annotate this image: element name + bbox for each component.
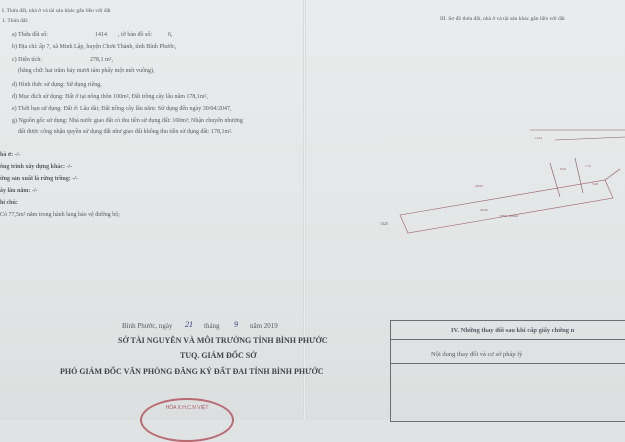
planted-forest-label: ừng sản xuất là rừng trồng: -/- bbox=[0, 176, 78, 182]
month-label: tháng bbox=[204, 322, 220, 330]
changes-table-title: IV. Những thay đổi sau khi cấp giấy chứng n bbox=[451, 327, 575, 334]
house-label: hà ở: -/- bbox=[0, 152, 21, 158]
perennial-tree-label: ây lâu năm: -/- bbox=[0, 188, 38, 194]
authorization-line: TUQ. GIÁM ĐỐC SỞ bbox=[180, 351, 257, 360]
plan-label-2: DNK 100m2 bbox=[500, 214, 519, 218]
origin-line-2: đất được công nhận quyền sử dụng đất như giao đất không thu tiền sử dụng đất: 178,1m². bbox=[18, 129, 233, 135]
plan-label-1: 1414 bbox=[535, 136, 542, 140]
parcel-number-label: a) Thửa đất số: bbox=[12, 32, 48, 38]
parcel-sketch bbox=[380, 125, 625, 240]
notes-label: hi chú: bbox=[0, 200, 18, 206]
right-heading: III. Sơ đồ thửa đất, nhà ở và tài sản khác gắn liền với đất bbox=[440, 16, 565, 22]
notes-value: Có 77,5m² nằm trong hành lang bảo vệ đường bộ; bbox=[0, 212, 120, 218]
plan-label-6: 7.15 bbox=[585, 164, 592, 168]
sign-year: năm 2019 bbox=[250, 322, 278, 330]
address-line: b) Địa chỉ: ấp 7, xã Minh Lập, huyện Chơn Thành, tỉnh Bình Phước, bbox=[12, 44, 177, 50]
page-fold bbox=[303, 0, 306, 420]
usage-term: e) Thời hạn sử dụng: Đất ở: Lâu dài; Đất trồng cây lâu năm: Sử dụng đến ngày 30/04/2047, bbox=[12, 106, 232, 112]
sign-day: 21 bbox=[185, 320, 193, 329]
plan-label-3: 40.00 bbox=[475, 184, 483, 188]
other-construction-label: ông trình xây dựng khác: -/- bbox=[0, 164, 73, 170]
department-name: SỞ TÀI NGUYÊN VÀ MÔI TRƯỜNG TỈNH BÌNH PHƯỚC bbox=[118, 336, 328, 345]
parcel-number: 1414 bbox=[95, 32, 107, 38]
changes-table bbox=[390, 320, 625, 422]
origin-line-1: g) Nguồn gốc sử dụng: Nhà nước giao đất có thu tiền sử dụng đất: 100m²; Nhận chuyển nhượng bbox=[12, 118, 243, 124]
plan-label-5: 6.95 bbox=[560, 167, 567, 171]
area-label: c) Diện tích: bbox=[12, 57, 42, 63]
usage-form: d) Hình thức sử dụng: Sử dụng riêng, bbox=[12, 82, 102, 88]
sign-month: 9 bbox=[234, 320, 238, 329]
map-sheet-number: 6, bbox=[168, 32, 173, 38]
area-words: (bằng chữ: hai trăm bảy mươi tám phẩy một mét vuông), bbox=[18, 68, 155, 74]
area-value: 278,1 m², bbox=[90, 57, 113, 63]
place-date-label: Bình Phước, ngày bbox=[122, 322, 173, 330]
map-sheet-label: , tờ bản đồ số: bbox=[118, 32, 153, 38]
sheet-label: 1325 bbox=[380, 221, 388, 226]
plan-label-4: 40.00 bbox=[480, 208, 488, 212]
signer-title: PHÓ GIÁM ĐỐC VĂN PHÒNG ĐĂNG KÝ ĐẤT ĐAI TỈNH BÌNH PHƯỚC bbox=[60, 367, 324, 376]
section-1-title: 1. Thửa đất: bbox=[2, 18, 29, 24]
left-heading: I. Thửa đất, nhà ở và tài sản khác gắn liền với đất bbox=[2, 8, 111, 14]
usage-purpose: đ) Mục đích sử dụng: Đất ở tại nông thôn 100m², Đất trồng cây lâu năm 178,1m², bbox=[12, 94, 208, 100]
plan-label-7: 5.00 bbox=[592, 182, 599, 186]
seal-text: HÒA X.H.C.N VIỆT bbox=[165, 405, 209, 411]
official-seal bbox=[140, 398, 234, 442]
changes-table-column: Nội dung thay đổi và cơ sở pháp lý bbox=[431, 351, 523, 358]
